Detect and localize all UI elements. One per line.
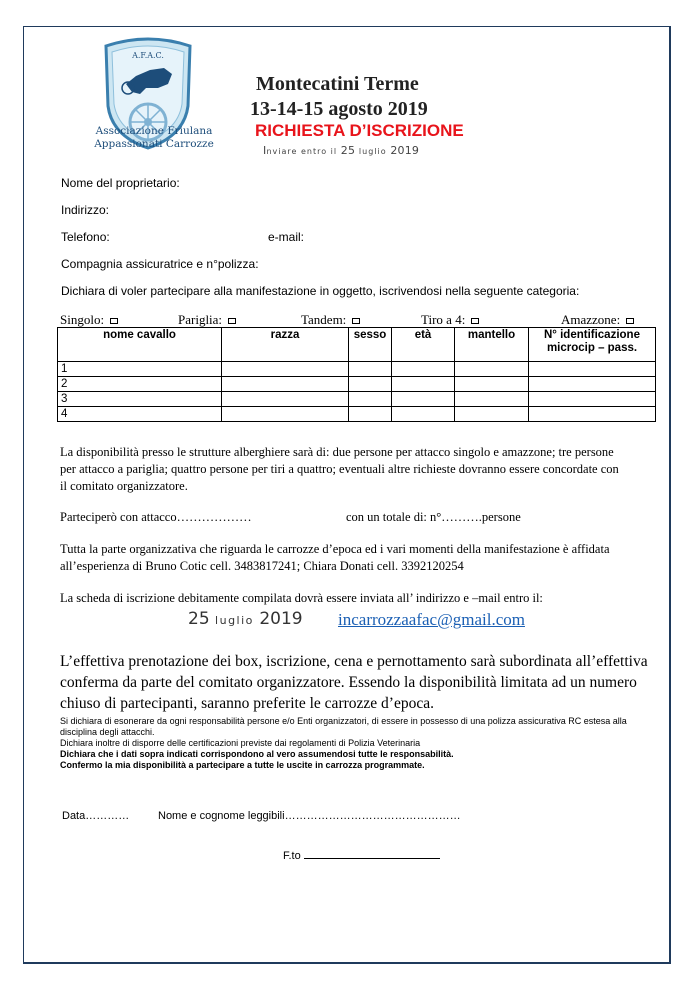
cell[interactable] (529, 362, 656, 377)
table-row (58, 362, 656, 377)
event-dates: 13-14-15 agosto 2019 (250, 98, 428, 120)
declaration-text: Dichiara di voler partecipare alla manifestazione in oggetto, iscrivendosi nella seguente categoria: (61, 284, 580, 298)
cell[interactable] (222, 407, 349, 422)
send-deadline-note (263, 144, 419, 157)
table-row (58, 407, 656, 422)
checkbox-icon[interactable] (228, 318, 236, 324)
disclaimer-line-1: Si dichiara di esonerare da ogni responsabilità persone e/o Enti organizzatori, di essere in possesso di una polizza assicurativa RC estesa alla disciplina degli attacchi. (60, 716, 627, 737)
cell[interactable] (349, 407, 392, 422)
cell[interactable] (529, 392, 656, 407)
category-label: Singolo: (60, 312, 105, 327)
disclaimer-line-4: Confermo la mia disponibilità a partecipare a tutte le uscite in carrozza programmate. (60, 760, 425, 770)
category-label: Pariglia: (178, 312, 223, 327)
insurance-field-label: Compagnia assicuratrice e n°polizza: (61, 257, 259, 271)
cell[interactable] (455, 362, 529, 377)
date-field[interactable]: Data………… (62, 810, 130, 822)
disclaimer-block (60, 716, 630, 771)
category-pariglia[interactable] (178, 312, 236, 328)
signature-line[interactable] (304, 848, 440, 859)
cell[interactable] (222, 377, 349, 392)
col-identificazione: N° identificazione microcip – pass. (529, 328, 656, 362)
full-name-field[interactable]: Nome e cognome leggibili………………………………………… (158, 810, 461, 822)
checkbox-icon[interactable] (352, 318, 360, 324)
event-title: Montecatini Terme (256, 73, 419, 95)
cell[interactable] (222, 392, 349, 407)
logo-caption (94, 125, 214, 151)
cell[interactable] (349, 362, 392, 377)
table-header-row (58, 328, 656, 362)
category-label: Tandem: (301, 312, 347, 327)
horse-table (57, 327, 656, 422)
send-month: luglio (358, 147, 387, 156)
cell[interactable] (455, 392, 529, 407)
availability-paragraph: La disponibilità presso le strutture alberghiere sarà di: due persone per attacco singolo e amazzone; tre persone per attacco a pariglia; quattro persone per tiri a quattro; eventuali altre richieste dovranno essere concordate con il comitato organizzatore. (60, 445, 619, 493)
category-singolo[interactable] (60, 312, 118, 328)
send-year: 2019 (390, 144, 420, 157)
owner-field-label: Nome del proprietario: (61, 176, 180, 190)
email-link[interactable]: incarrozzaafac@gmail.com (338, 610, 525, 629)
phone-field-label: Telefono: (61, 230, 110, 244)
cell[interactable] (392, 362, 455, 377)
row-number[interactable]: 3 (58, 392, 222, 407)
deadline-date (188, 609, 303, 629)
category-tandem[interactable] (301, 312, 360, 328)
table-row (58, 392, 656, 407)
cell[interactable] (349, 392, 392, 407)
send-prefix: I (263, 144, 267, 157)
signature-label: F.to (283, 850, 301, 862)
signature-field[interactable] (283, 848, 440, 862)
cell[interactable] (222, 362, 349, 377)
category-label: Tiro a 4: (421, 312, 466, 327)
cell[interactable] (392, 392, 455, 407)
table-row (58, 377, 656, 392)
deadline-day: 25 (188, 609, 210, 629)
cell[interactable] (455, 377, 529, 392)
cell[interactable] (392, 407, 455, 422)
col-razza: razza (222, 328, 349, 362)
booking-paragraph: L’effettiva prenotazione dei box, iscrizione, cena e pernottamento sarà subordinata all’effettiva conferma da parte del comitato organizzatore. Essendo la disponibilità limitata ad un numero chiuso di partecipanti, saranno preferite le carrozze d’epoca. (60, 653, 648, 712)
checkbox-icon[interactable] (626, 318, 634, 324)
send-mid: nviare entro il (266, 147, 338, 156)
col-sesso: sesso (349, 328, 392, 362)
cell[interactable] (529, 407, 656, 422)
disclaimer-line-2: Dichiara inoltre di disporre delle certificazioni previste dai regolamenti di Polizia Veterinaria (60, 738, 421, 748)
row-number[interactable]: 1 (58, 362, 222, 377)
address-field-label: Indirizzo: (61, 203, 110, 217)
participate-persons: con un totale di: n°……….persone (346, 510, 521, 524)
cell[interactable] (392, 377, 455, 392)
disclaimer-line-3: Dichiara che i dati sopra indicati corrispondono al vero assumendosi tutte le responsabilità. (60, 749, 454, 759)
col-nome-cavallo: nome cavallo (58, 328, 222, 362)
logo-line-1: Associazione Friulana (95, 125, 213, 137)
deadline-month: luglio (215, 614, 254, 627)
participate-attacco: Parteciperò con attacco……………… (60, 510, 252, 524)
checkbox-icon[interactable] (471, 318, 479, 324)
col-eta: età (392, 328, 455, 362)
category-label: Amazzone: (561, 312, 621, 327)
col-mantello: mantello (455, 328, 529, 362)
request-heading: RICHIESTA D’ISCRIZIONE (255, 121, 464, 140)
email-field-label: e-mail: (268, 230, 305, 244)
category-amazzone[interactable] (561, 312, 634, 328)
row-number[interactable]: 2 (58, 377, 222, 392)
cell[interactable] (349, 377, 392, 392)
send-day: 25 (340, 144, 356, 157)
page-frame (23, 26, 671, 964)
send-form-text: La scheda di iscrizione debitamente compilata dovrà essere inviata all’ indirizzo e –mail entro il: (60, 591, 543, 605)
category-tiro-a-4[interactable] (421, 312, 479, 328)
svg-text:A.F.A.C.: A.F.A.C. (132, 51, 164, 60)
checkbox-icon[interactable] (110, 318, 118, 324)
cell[interactable] (529, 377, 656, 392)
cell[interactable] (455, 407, 529, 422)
deadline-year: 2019 (259, 609, 303, 629)
logo-line-2: Appassionati Carrozze (94, 138, 214, 150)
organization-paragraph: Tutta la parte organizzativa che riguarda le carrozze d’epoca ed i vari momenti della manifestazione è affidata all’esperienza di Bruno Cotic cell. 3483817241; Chiara Donati cell. 3392120254 (60, 542, 610, 573)
row-number[interactable]: 4 (58, 407, 222, 422)
